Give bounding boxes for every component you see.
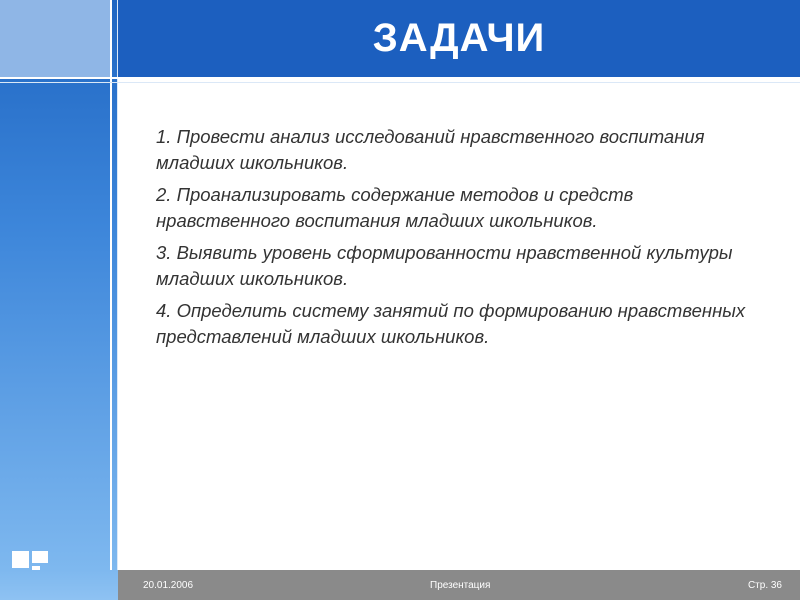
- slide-title: ЗАДАЧИ: [372, 16, 546, 60]
- horizontal-divider-thin: [0, 82, 800, 83]
- task-list: [156, 124, 756, 356]
- footer-page-number: Стр. 36: [747, 580, 782, 591]
- horizontal-divider: [0, 77, 800, 79]
- task-item: 2. Проанализировать содержание методов и средств нравственного воспитания младших школьников.: [156, 184, 634, 231]
- footer-presentation-label: Презентация: [430, 580, 491, 591]
- footer-date: 20.01.2006: [143, 580, 194, 591]
- task-item: 4. Определить систему занятий по формированию нравственных представлений младших школьников.: [156, 300, 746, 347]
- vertical-divider-thin: [117, 0, 118, 570]
- sidebar-decoration: [0, 0, 118, 570]
- task-item: 1. Провести анализ исследований нравственного воспитания младших школьников.: [156, 126, 705, 173]
- task-item: 3. Выявить уровень сформированности нравственной культуры младших школьников.: [156, 242, 733, 289]
- sidebar-top-block: [0, 0, 110, 77]
- footer-left-strip: [0, 570, 118, 600]
- vertical-divider: [110, 0, 112, 570]
